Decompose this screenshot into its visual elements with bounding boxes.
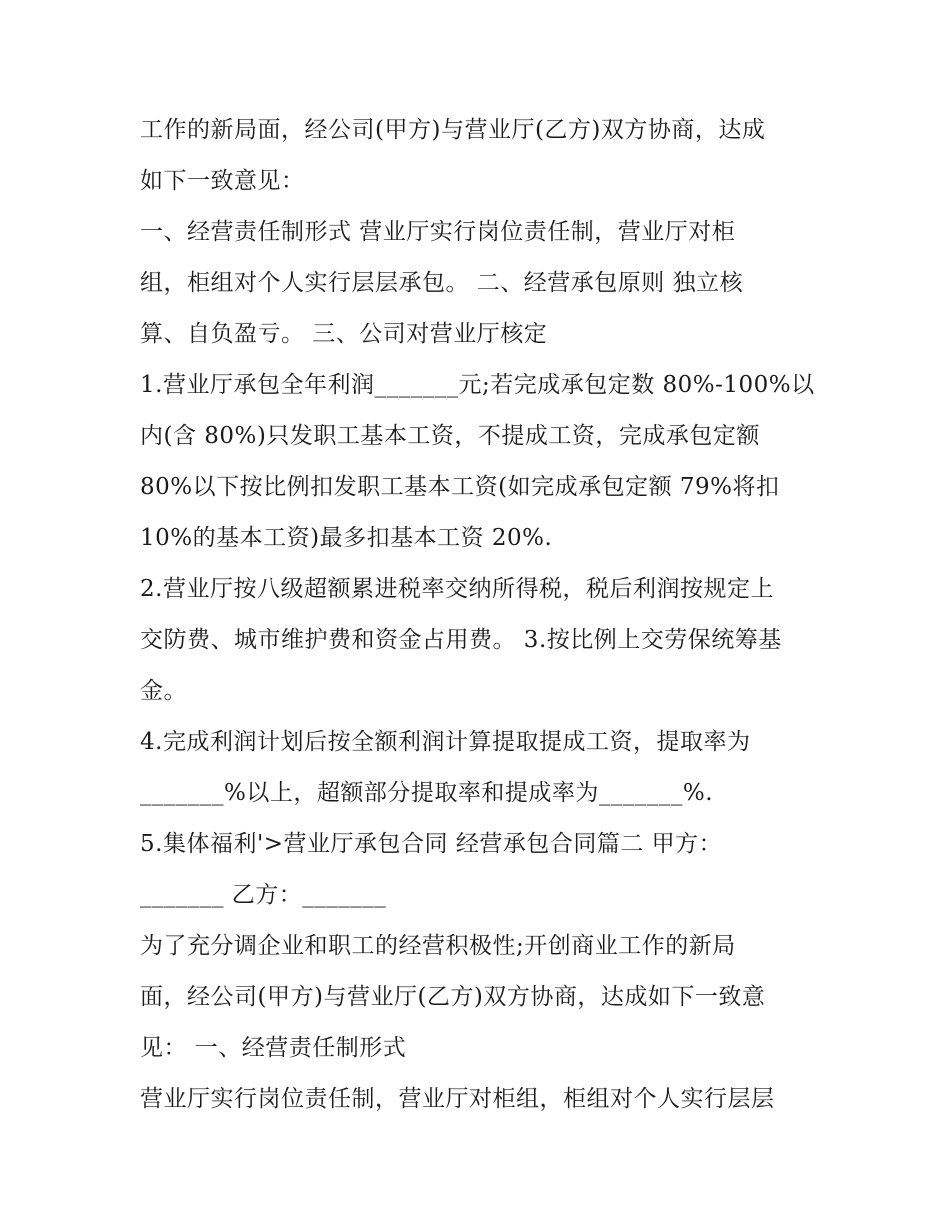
text-line: 见： 一、经营责任制形式	[140, 1035, 407, 1061]
text-line: _______ 乙方：_______	[140, 882, 387, 908]
text-line: 为了充分调企业和职工的经营积极性;开创商业工作的新局	[140, 933, 736, 959]
text-line: 5.集体福利'>营业厅承包合同 经营承包合同篇二 甲方：	[140, 831, 723, 857]
text-line: 面，经公司(甲方)与营业厅(乙方)双方协商，达成如下一致意	[140, 984, 766, 1010]
text-line: 10%的基本工资)最多扣基本工资 20%.	[140, 525, 553, 551]
text-line: 如下一致意见：	[140, 168, 305, 194]
text-line: 组，柜组对个人实行层层承包。 二、经营承包原则 独立核	[140, 270, 744, 296]
text-line: 2.营业厅按八级超额累进税率交纳所得税，税后利润按规定上	[140, 576, 774, 602]
text-line: 内(含 80%)只发职工基本工资，不提成工资，完成承包定额	[140, 423, 760, 449]
text-line: 金。	[140, 678, 187, 704]
text-line: 算、自负盈亏。 三、公司对营业厅核定	[140, 321, 548, 347]
text-line: 4.完成利润计划后按全额利润计算提取提成工资，提取率为	[140, 729, 751, 755]
text-line: _______%以上，超额部分提取率和提成率为_______%.	[140, 780, 714, 806]
text-line: 工作的新局面，经公司(甲方)与营业厅(乙方)双方协商，达成	[140, 117, 766, 143]
text-line: 一、经营责任制形式 营业厅实行岗位责任制，营业厅对柜	[140, 219, 736, 245]
text-line: 营业厅实行岗位责任制，营业厅对柜组，柜组对个人实行层层	[140, 1086, 775, 1112]
text-line: 交防费、城市维护费和资金占用费。 3.按比例上交劳保统筹基	[140, 627, 782, 653]
document-body	[140, 105, 830, 1125]
text-line: 1.营业厅承包全年利润_______元;若完成承包定数 80%-100%以	[140, 372, 815, 398]
text-line: 80%以下按比例扣发职工基本工资(如完成承包定额 79%将扣	[140, 474, 780, 500]
